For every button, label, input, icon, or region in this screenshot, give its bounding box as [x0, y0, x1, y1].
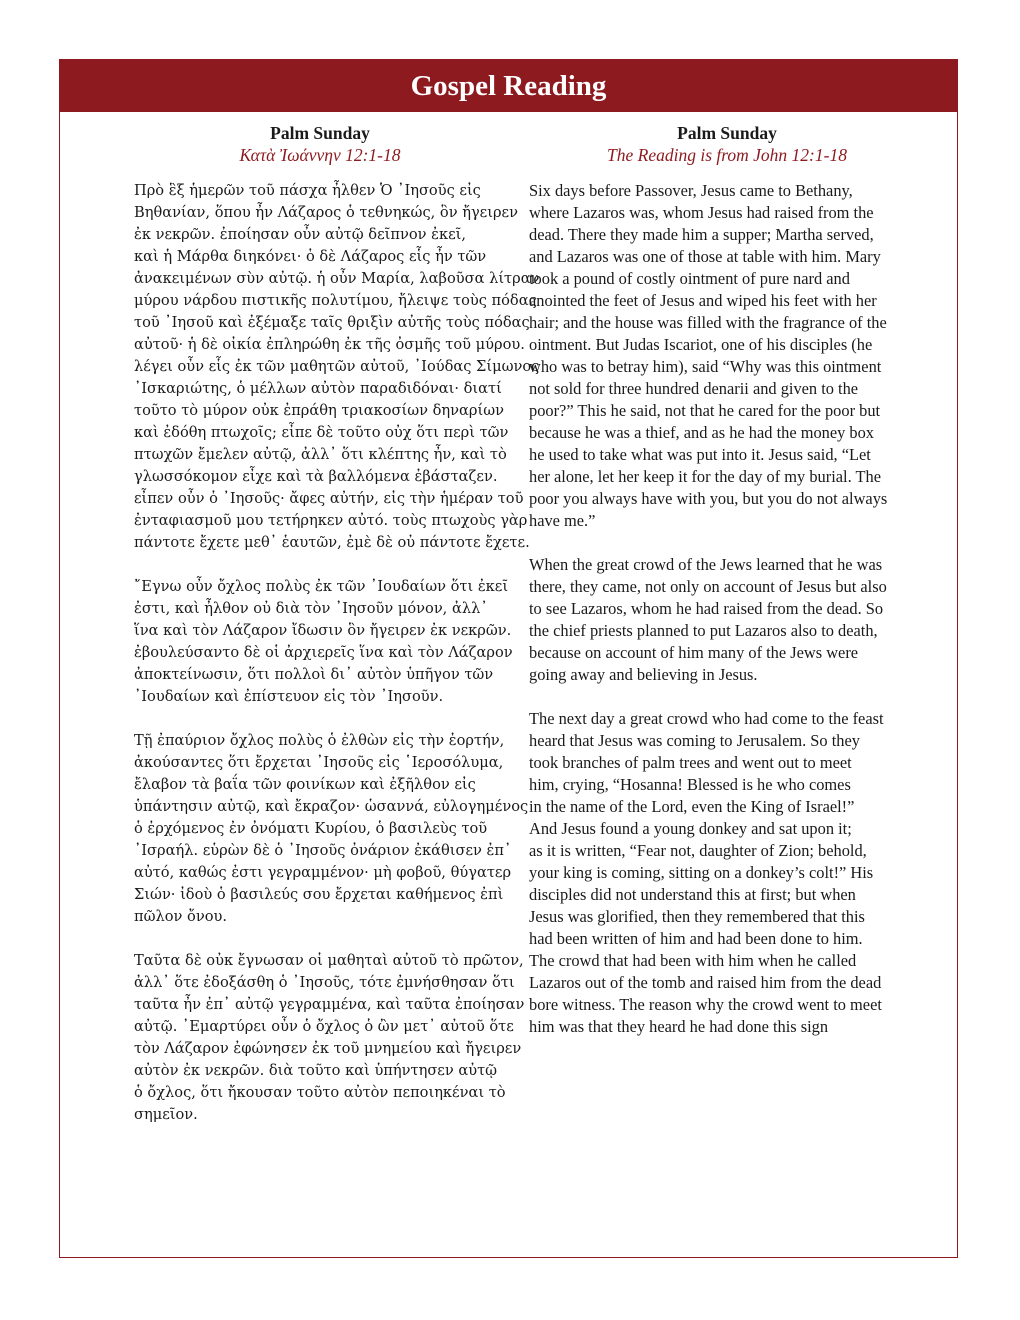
english-line: Lazaros out of the tomb and raised him from the dead: [529, 973, 882, 992]
greek-line: εἶπεν οὖν ὁ ᾿Ιησοῦς· ἄφες αὐτήν, εἰς τὴν ἡμέραν τοῦ: [134, 490, 524, 507]
english-line: anointed the feet of Jesus and wiped his feet with her: [529, 291, 877, 310]
english-line: who was to betray him), said “Why was this ointment: [529, 357, 882, 376]
english-subtitle: The Reading is from John 12:1-18: [607, 145, 847, 165]
greek-line: τοῦ ᾿Ιησοῦ καὶ ἐξέμαξε ταῖς θριξὶν αὐτῆς τοὺς πόδας: [134, 314, 530, 331]
english-line: and Lazaros was one of those at table with him. Mary: [529, 247, 881, 266]
greek-paragraph: [134, 180, 554, 554]
english-line: The next day a great crowd who had come to the feast: [529, 709, 884, 728]
greek-line: ἀλλ᾿ ὅτε ἐδοξάσθη ὁ ᾿Ιησοῦς, τότε ἐμνήσθησαν ὅτι: [134, 974, 515, 991]
greek-line: ᾿Ιουδαίων καὶ ἐπίστευον εἰς τὸν ᾿Ιησοῦν.: [134, 688, 444, 705]
english-line: not sold for three hundred denarii and given to the: [529, 379, 859, 398]
english-line: have me.”: [529, 511, 596, 530]
greek-line: αὐτὸν ἐκ νεκρῶν. διὰ τοῦτο καὶ ὑπήντησεν αὐτῷ: [134, 1062, 498, 1079]
english-line: there, they came, not only on account of Jesus but also: [529, 577, 887, 596]
english-line: to see Lazaros, whom he had raised from the dead. So: [529, 599, 884, 618]
greek-line: Ταῦτα δὲ οὐκ ἔγνωσαν οἱ μαθηταὶ αὐτοῦ τὸ πρῶτον,: [134, 952, 524, 969]
english-header: [517, 122, 937, 166]
page-frame: [59, 59, 958, 1258]
greek-line: ᾿Ισκαριώτης, ὁ μέλλων αὐτὸν παραδιδόναι· διατί: [134, 380, 502, 397]
english-line: ointment. But Judas Iscariot, one of his disciples (he: [529, 335, 873, 354]
greek-line: αὐτῷ. ᾿Εμαρτύρει οὖν ὁ ὄχλος ὁ ὢν μετ᾿ αὐτοῦ ὅτε: [134, 1018, 514, 1035]
english-line: Jesus was glorified, then they remembered that this: [529, 907, 865, 926]
greek-line: σημεῖον.: [134, 1106, 198, 1123]
greek-line: λέγει οὖν εἷς ἐκ τῶν μαθητῶν αὐτοῦ, ᾿Ιούδας Σίμωνος: [134, 358, 540, 375]
english-line: in the name of the Lord, even the King of Israel!”: [529, 797, 855, 816]
greek-line: ᾿Ισραήλ. εὑρὼν δὲ ὁ ᾿Ιησοῦς ὀνάριον ἐκάθισεν ἐπ᾿: [134, 842, 512, 859]
english-line: dead. There they made him a supper; Martha served,: [529, 225, 874, 244]
english-line: where Lazaros was, whom Jesus had raised from the: [529, 203, 874, 222]
english-line: him, crying, “Hosanna! Blessed is he who comes: [529, 775, 851, 794]
greek-line: Πρὸ ἓξ ἡμερῶν τοῦ πάσχα ἦλθεν Ὁ ᾿Ιησοῦς εἰς: [134, 182, 481, 199]
greek-line: ἔλαβον τὰ βαΐα τῶν φοινίκων καὶ ἐξῆλθον εἰς: [134, 776, 476, 793]
greek-paragraph: [134, 950, 554, 1126]
greek-line: καὶ ἐδόθη πτωχοῖς; εἶπε δὲ τοῦτο οὐχ ὅτι περὶ τῶν: [134, 424, 509, 441]
greek-line: ἐνταφιασμοῦ μου τετήρηκεν αὐτό. τοὺς πτωχοὺς γὰρ: [134, 512, 528, 529]
greek-line: πάντοτε ἔχετε μεθ᾿ ἑαυτῶν, ἐμὲ δὲ οὐ πάντοτε ἔχετε.: [134, 534, 530, 551]
greek-line: ἀκούσαντες ὅτι ἔρχεται ᾿Ιησοῦς εἰς ῾Ιεροσόλυμα,: [134, 754, 504, 771]
english-line: poor?” This he said, not that he cared for the poor but: [529, 401, 881, 420]
english-line: had been written of him and had been done to him.: [529, 929, 863, 948]
greek-paragraph: [134, 730, 554, 928]
greek-line: Τῇ ἐπαύριον ὄχλος πολὺς ὁ ἐλθὼν εἰς τὴν ἑορτήν,: [134, 732, 505, 749]
greek-line: ῎Εγνω οὖν ὄχλος πολὺς ἐκ τῶν ᾿Ιουδαίων ὅτι ἐκεῖ: [134, 578, 509, 595]
greek-line: Βηθανίαν, ὅπου ἦν Λάζαρος ὁ τεθνηκώς, ὃν ἤγειρεν: [134, 204, 518, 221]
greek-text: [134, 180, 554, 1148]
english-line: heard that Jesus was coming to Jerusalem. So they: [529, 731, 860, 750]
english-line: took branches of palm trees and went out to meet: [529, 753, 852, 772]
greek-header: [60, 122, 580, 166]
greek-line: γλωσσόκομον εἶχε καὶ τὰ βαλλόμενα ἐβάσταζεν.: [134, 468, 498, 485]
english-line: her alone, let her keep it for the day of my burial. The: [529, 467, 881, 486]
greek-line: ὁ ὄχλος, ὅτι ἤκουσαν τοῦτο αὐτὸν πεποιηκέναι τὸ: [134, 1084, 506, 1101]
greek-line: μύρου νάρδου πιστικῆς πολυτίμου, ἤλειψε τοὺς πόδας: [134, 292, 537, 309]
banner-title: Gospel Reading: [60, 60, 957, 112]
greek-line: ταῦτα ἦν ἐπ᾿ αὐτῷ γεγραμμένα, καὶ ταῦτα ἐποίησαν: [134, 996, 525, 1013]
english-paragraph: [529, 708, 939, 1038]
greek-line: Σιών· ἰδοὺ ὁ βασιλεύς σου ἔρχεται καθήμενος ἐπὶ: [134, 886, 504, 903]
english-line: poor you always have with you, but you do not always: [529, 489, 888, 508]
english-line: When the great crowd of the Jews learned that he was: [529, 555, 883, 574]
english-line: hair; and the house was filled with the fragrance of the: [529, 313, 887, 332]
greek-line: ἵνα καὶ τὸν Λάζαρον ἴδωσιν ὃν ἤγειρεν ἐκ νεκρῶν.: [134, 622, 512, 639]
greek-line: ἐκ νεκρῶν. ἐποίησαν οὖν αὐτῷ δεῖπνον ἐκεῖ,: [134, 226, 466, 243]
english-line: your king is coming, sitting on a donkey’s colt!” His: [529, 863, 874, 882]
english-line: as it is written, “Fear not, daughter of Zion; behold,: [529, 841, 867, 860]
greek-line: ἀποκτείνωσιν, ὅτι πολλοὶ δι᾿ αὐτὸν ὑπῆγον τῶν: [134, 666, 494, 683]
english-line: the chief priests planned to put Lazaros also to death,: [529, 621, 878, 640]
greek-title: Palm Sunday: [270, 123, 370, 143]
greek-line: πτωχῶν ἔμελεν αὐτῷ, ἀλλ᾿ ὅτι κλέπτης ἦν, καὶ τὸ: [134, 446, 507, 463]
english-title: Palm Sunday: [677, 123, 777, 143]
greek-line: ὁ ἐρχόμενος ἐν ὀνόματι Κυρίου, ὁ βασιλεὺς τοῦ: [134, 820, 488, 837]
english-line: because on account of him many of the Jews were: [529, 643, 859, 662]
greek-line: καὶ ἡ Μάρθα διηκόνει· ὁ δὲ Λάζαρος εἷς ἦν τῶν: [134, 248, 487, 265]
greek-subtitle: Κατὰ Ἰωάννην 12:1-18: [239, 145, 401, 165]
english-paragraph: [529, 180, 939, 532]
greek-line: ὑπάντησιν αὐτῷ, καὶ ἔκραζον· ὡσαννά, εὐλογημένος: [134, 798, 529, 815]
greek-paragraph: [134, 576, 554, 708]
english-line: disciples did not understand this at first; but when: [529, 885, 856, 904]
greek-line: τοῦτο τὸ μύρον οὐκ ἐπράθη τριακοσίων δηναρίων: [134, 402, 504, 419]
english-line: took a pound of costly ointment of pure nard and: [529, 269, 850, 288]
greek-line: ἐβουλεύσαντο δὲ οἱ ἀρχιερεῖς ἵνα καὶ τὸν Λάζαρον: [134, 644, 513, 661]
greek-line: ἐστι, καὶ ἦλθον οὐ διὰ τὸν ᾿Ιησοῦν μόνον, ἀλλ᾿: [134, 600, 488, 617]
english-line: Six days before Passover, Jesus came to Bethany,: [529, 181, 853, 200]
greek-line: αὐτοῦ· ἡ δὲ οἰκία ἐπληρώθη ἐκ τῆς ὀσμῆς τοῦ μύρου.: [134, 336, 525, 353]
greek-line: τὸν Λάζαρον ἐφώνησεν ἐκ τοῦ μνημείου καὶ ἤγειρεν: [134, 1040, 522, 1057]
english-line: And Jesus found a young donkey and sat upon it;: [529, 819, 852, 838]
english-line: because he was a thief, and as he had the money box: [529, 423, 874, 442]
greek-line: αὐτό, καθώς ἐστι γεγραμμένον· μὴ φοβοῦ, θύγατερ: [134, 864, 512, 881]
english-line: him was that they heard he had done this sign: [529, 1017, 829, 1036]
greek-line: πῶλον ὄνου.: [134, 908, 227, 925]
greek-line: ἀνακειμένων σὺν αὐτῷ. ἡ οὖν Μαρία, λαβοῦσα λίτραν: [134, 270, 540, 287]
english-text: [529, 180, 939, 1060]
english-paragraph: [529, 554, 939, 686]
english-line: The crowd that had been with him when he called: [529, 951, 857, 970]
english-line: going away and believing in Jesus.: [529, 665, 758, 684]
english-line: he used to take what was put into it. Jesus said, “Let: [529, 445, 871, 464]
english-line: bore witness. The reason why the crowd went to meet: [529, 995, 882, 1014]
